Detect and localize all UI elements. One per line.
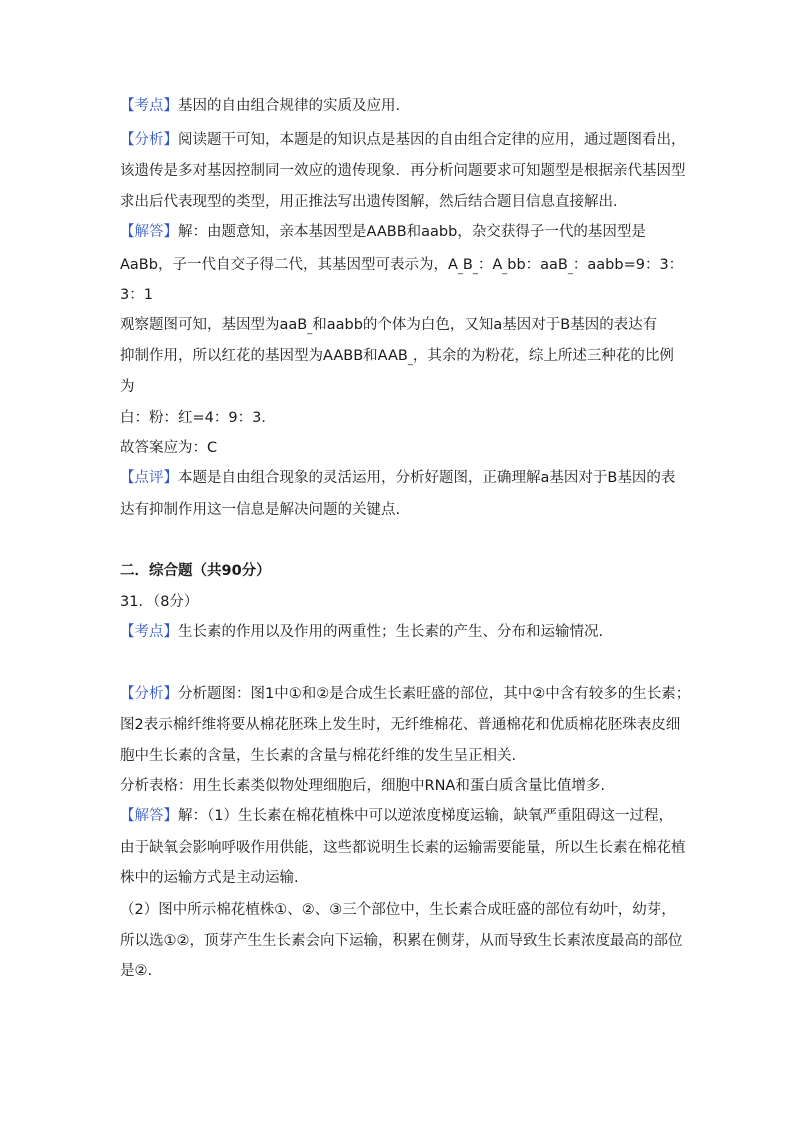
fenxi2-line-4: 分析表格：用生长素类似物处理细胞后，细胞中RNA和蛋白质含量比值增多. xyxy=(120,778,605,794)
observe-text-a: 观察题图可知，基因型为aaB xyxy=(120,317,308,333)
jieda-tag: 【解答】 xyxy=(120,224,178,240)
dianping-text-1: 本题是自由组合现象的灵活运用，分析好题图，正确理解a基因对于B基因的表 xyxy=(178,470,676,486)
dianping-line-2: 达有抑制作用这一信息是解决问题的关键点. xyxy=(120,502,401,518)
section-heading: 二．综合题（共90分） xyxy=(120,563,271,579)
observe-text-b: 和aabb的个体为白色，又知a基因对于B基因的表达有 xyxy=(312,317,658,333)
jieda2-tag: 【解答】 xyxy=(120,808,178,824)
kaodian-line xyxy=(120,96,400,116)
genotype-text-d: bb：aaB xyxy=(507,257,568,273)
genotype-text-b: B xyxy=(462,257,473,273)
question-number: 31．（8分） xyxy=(120,594,199,610)
fenxi2-text-1: 分析题图：图1中①和②是合成生长素旺盛的部位，其中②中含有较多的生长素； xyxy=(178,686,691,702)
jieda-line-8: 故答案应为：C xyxy=(120,440,218,456)
blank-mark: _ xyxy=(307,324,313,335)
blank-mark: _ xyxy=(472,264,478,275)
jieda2-text-1: 解：（1）生长素在棉花植株中可以逆浓度梯度运输，缺氧严重阻碍这一过程， xyxy=(178,808,673,824)
genotype-text-a: AaBb，子一代自交子得二代，其基因型可表示为，A xyxy=(120,257,458,273)
fenxi-text-1: 阅读题干可知，本题是的知识点是基因的自由组合定律的应用，通过题图看出， xyxy=(178,132,686,148)
fenxi2-tag: 【分析】 xyxy=(120,686,178,702)
jieda2-line-2: 由于缺氧会影响呼吸作用供能，这些都说明生长素的运输需要能量，所以生长素在棉花植 xyxy=(120,840,686,856)
blank-mark: _ xyxy=(567,264,573,275)
fenxi2-line-2: 图2表示棉纤维将要从棉花胚珠上发生时，无纤维棉花、普通棉花和优质棉花胚珠表皮细 xyxy=(120,717,681,733)
jieda2-line-1 xyxy=(120,806,673,826)
jieda2-line-6: 是②. xyxy=(120,963,153,979)
jieda-line-7: 白：粉：红=4：9：3． xyxy=(120,410,276,426)
jieda-text-1: 解：由题意知，亲本基因型是AABB和aabb，杂交获得子一代的基因型是 xyxy=(178,224,646,240)
jieda-line-2 xyxy=(120,255,683,280)
dianping-line-1 xyxy=(120,468,675,488)
fenxi-line-2: 该遗传是多对基因控制同一效应的遗传现象．再分析问题要求可知题型是根据亲代基因型 xyxy=(120,163,686,179)
fenxi-line-1 xyxy=(120,130,686,150)
kaodian2-line xyxy=(120,622,603,642)
fenxi2-line-1 xyxy=(120,684,690,704)
jieda2-line-5: 所以选①②，顶芽产生生长素会向下运输，积累在侧芽，从而导致生长素浓度最高的部位 xyxy=(120,933,683,949)
jieda2-line-3: 株中的运输方式是主动运输. xyxy=(120,870,299,886)
genotype-text-c: ：A xyxy=(477,257,503,273)
kaodian-tag: 【考点】 xyxy=(120,98,178,114)
fenxi-tag: 【分析】 xyxy=(120,132,178,148)
fenxi2-line-3: 胞中生长素的含量，生长素的含量与棉花纤维的发生呈正相关. xyxy=(120,748,517,764)
blank-mark: _ xyxy=(502,264,508,275)
blank-mark: _ xyxy=(407,355,413,366)
inhibit-text-b: ，其余的为粉花，综上所述三种花的比例 xyxy=(412,348,674,364)
jieda2-line-4: （2）图中所示棉花植株①、②、③三个部位中，生长素合成旺盛的部位有幼叶，幼芽， xyxy=(120,902,676,918)
inhibit-text-a: 抑制作用，所以红花的基因型为AABB和AAB xyxy=(120,348,408,364)
dianping-tag: 【点评】 xyxy=(120,470,178,486)
kaodian2-text: 生长素的作用以及作用的两重性；生长素的产生、分布和运输情况. xyxy=(178,624,604,640)
jieda-line-1 xyxy=(120,222,646,242)
jieda-line-6: 为 xyxy=(120,379,135,395)
kaodian2-tag: 【考点】 xyxy=(120,624,178,640)
jieda-line-3: 3：1 xyxy=(120,287,153,303)
blank-mark: _ xyxy=(457,264,463,275)
fenxi-line-3: 求出后代表现型的类型，用正推法写出遗传图解，然后结合题目信息直接解出. xyxy=(120,194,618,210)
jieda-line-5 xyxy=(120,346,674,371)
genotype-text-e: ：aabb=9：3： xyxy=(572,257,684,273)
jieda-line-4 xyxy=(120,315,657,340)
kaodian-text: 基因的自由组合规律的实质及应用. xyxy=(178,98,401,114)
